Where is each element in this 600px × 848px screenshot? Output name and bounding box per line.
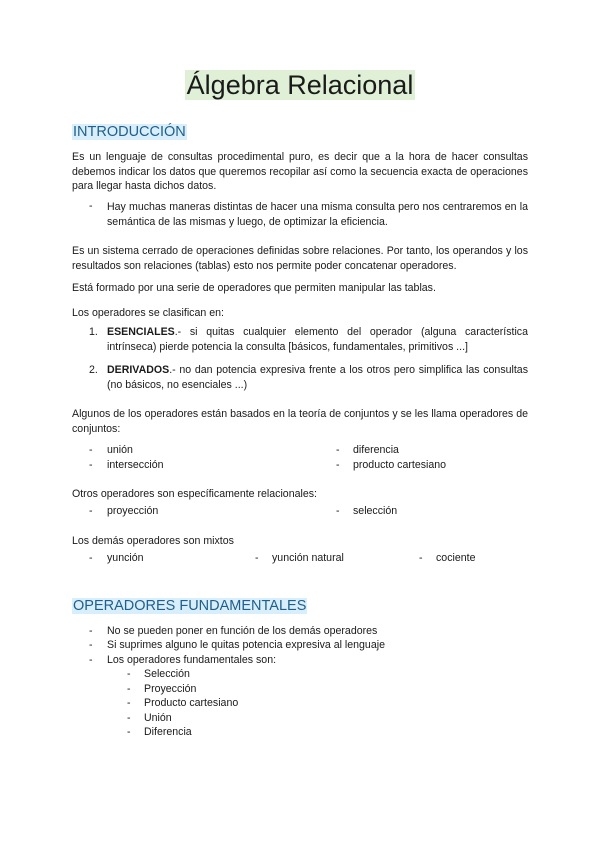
- rel-item-proyeccion: proyección: [107, 505, 159, 517]
- section-heading-introduccion: INTRODUCCIÓN: [73, 124, 186, 140]
- fund-sub-diferencia: Diferencia: [144, 726, 192, 738]
- sub-bullet-dash: -: [127, 712, 131, 724]
- list-number-2: 2.: [89, 364, 98, 376]
- mixto-item-yuncion-natural: yunción natural: [272, 552, 344, 564]
- intro-paragraph-2: Es un sistema cerrado de operaciones definidas sobre relaciones. Por tanto, los operandos y los resultados son relaciones (tablas) esto nos permite poder concatenar operadores.: [72, 245, 528, 272]
- fund-sub-producto-cartesiano: Producto cartesiano: [144, 697, 239, 709]
- intro-paragraph-7: Los demás operadores son mixtos: [72, 535, 234, 547]
- conj-item-producto-cartesiano: producto cartesiano: [353, 459, 447, 471]
- bullet-dash: -: [89, 459, 93, 471]
- intro-paragraph-1: Es un lenguaje de consultas procedimental puro, es decir que a la hora de hacer consultas debemos indicar los datos que queremos recopilar así como la secuencia exacta de operaciones para llegar hasta dichos datos.: [72, 151, 528, 193]
- conj-item-diferencia: diferencia: [353, 444, 399, 456]
- intro-bullet-1: Hay muchas maneras distintas de hacer una misma consulta pero nos centraremos en la semántica de las mismas y luego, de optimizar la eficiencia.: [107, 201, 528, 228]
- bullet-dash: -: [336, 444, 340, 456]
- derivados-description: .- no dan potencia expresiva frente a los otros pero simplifica las consultas (no básicos, no esenciales ...): [107, 364, 528, 391]
- sub-bullet-dash: -: [127, 697, 131, 709]
- bullet-dash: -: [89, 639, 93, 651]
- sub-bullet-dash: -: [127, 726, 131, 738]
- bullet-dash: -: [336, 459, 340, 471]
- bullet-dash: -: [419, 552, 423, 564]
- fund-sub-seleccion: Selección: [144, 668, 190, 680]
- conj-item-interseccion: intersección: [107, 459, 164, 471]
- sub-bullet-dash: -: [127, 683, 131, 695]
- bullet-dash: -: [89, 654, 93, 666]
- section-heading-operadores-fundamentales: OPERADORES FUNDAMENTALES: [73, 598, 307, 614]
- esenciales-description: .- si quitas cualquier elemento del operador (alguna característica intrínseca) pierde potencia la consulta [básicos, fundamentales, primitivos ...]: [107, 326, 528, 353]
- intro-paragraph-3: Está formado por una serie de operadores que permiten manipular las tablas.: [72, 282, 436, 294]
- bullet-dash: -: [89, 444, 93, 456]
- term-derivados: DERIVADOS: [107, 364, 170, 376]
- mixto-item-cociente: cociente: [436, 552, 476, 564]
- fund-sub-union: Unión: [144, 712, 172, 724]
- conj-item-union: unión: [107, 444, 133, 456]
- bullet-dash: -: [89, 200, 93, 212]
- bullet-dash: -: [89, 505, 93, 517]
- fund-bullet-3: Los operadores fundamentales son:: [107, 654, 277, 666]
- fund-sub-proyeccion: Proyección: [144, 683, 197, 695]
- bullet-dash: -: [336, 505, 340, 517]
- term-esenciales: ESENCIALES: [107, 326, 175, 338]
- bullet-dash: -: [255, 552, 259, 564]
- list-number-1: 1.: [89, 326, 98, 338]
- fund-bullet-1: No se pueden poner en función de los demás operadores: [107, 625, 378, 637]
- mixto-item-yuncion: yunción: [107, 552, 144, 564]
- list-item-esenciales: [107, 325, 528, 354]
- intro-paragraph-6: Otros operadores son específicamente relacionales:: [72, 488, 317, 500]
- rel-item-seleccion: selección: [353, 505, 398, 517]
- intro-paragraph-4: Los operadores se clasifican en:: [72, 307, 224, 319]
- intro-paragraph-5: Algunos de los operadores están basados en la teoría de conjuntos y se les llama operadores de conjuntos:: [72, 408, 528, 435]
- bullet-dash: -: [89, 625, 93, 637]
- list-item-derivados: [107, 363, 528, 392]
- sub-bullet-dash: -: [127, 668, 131, 680]
- document-title: Álgebra Relacional: [186, 70, 414, 100]
- bullet-dash: -: [89, 552, 93, 564]
- fund-bullet-2: Si suprimes alguno le quitas potencia expresiva al lenguaje: [107, 639, 385, 651]
